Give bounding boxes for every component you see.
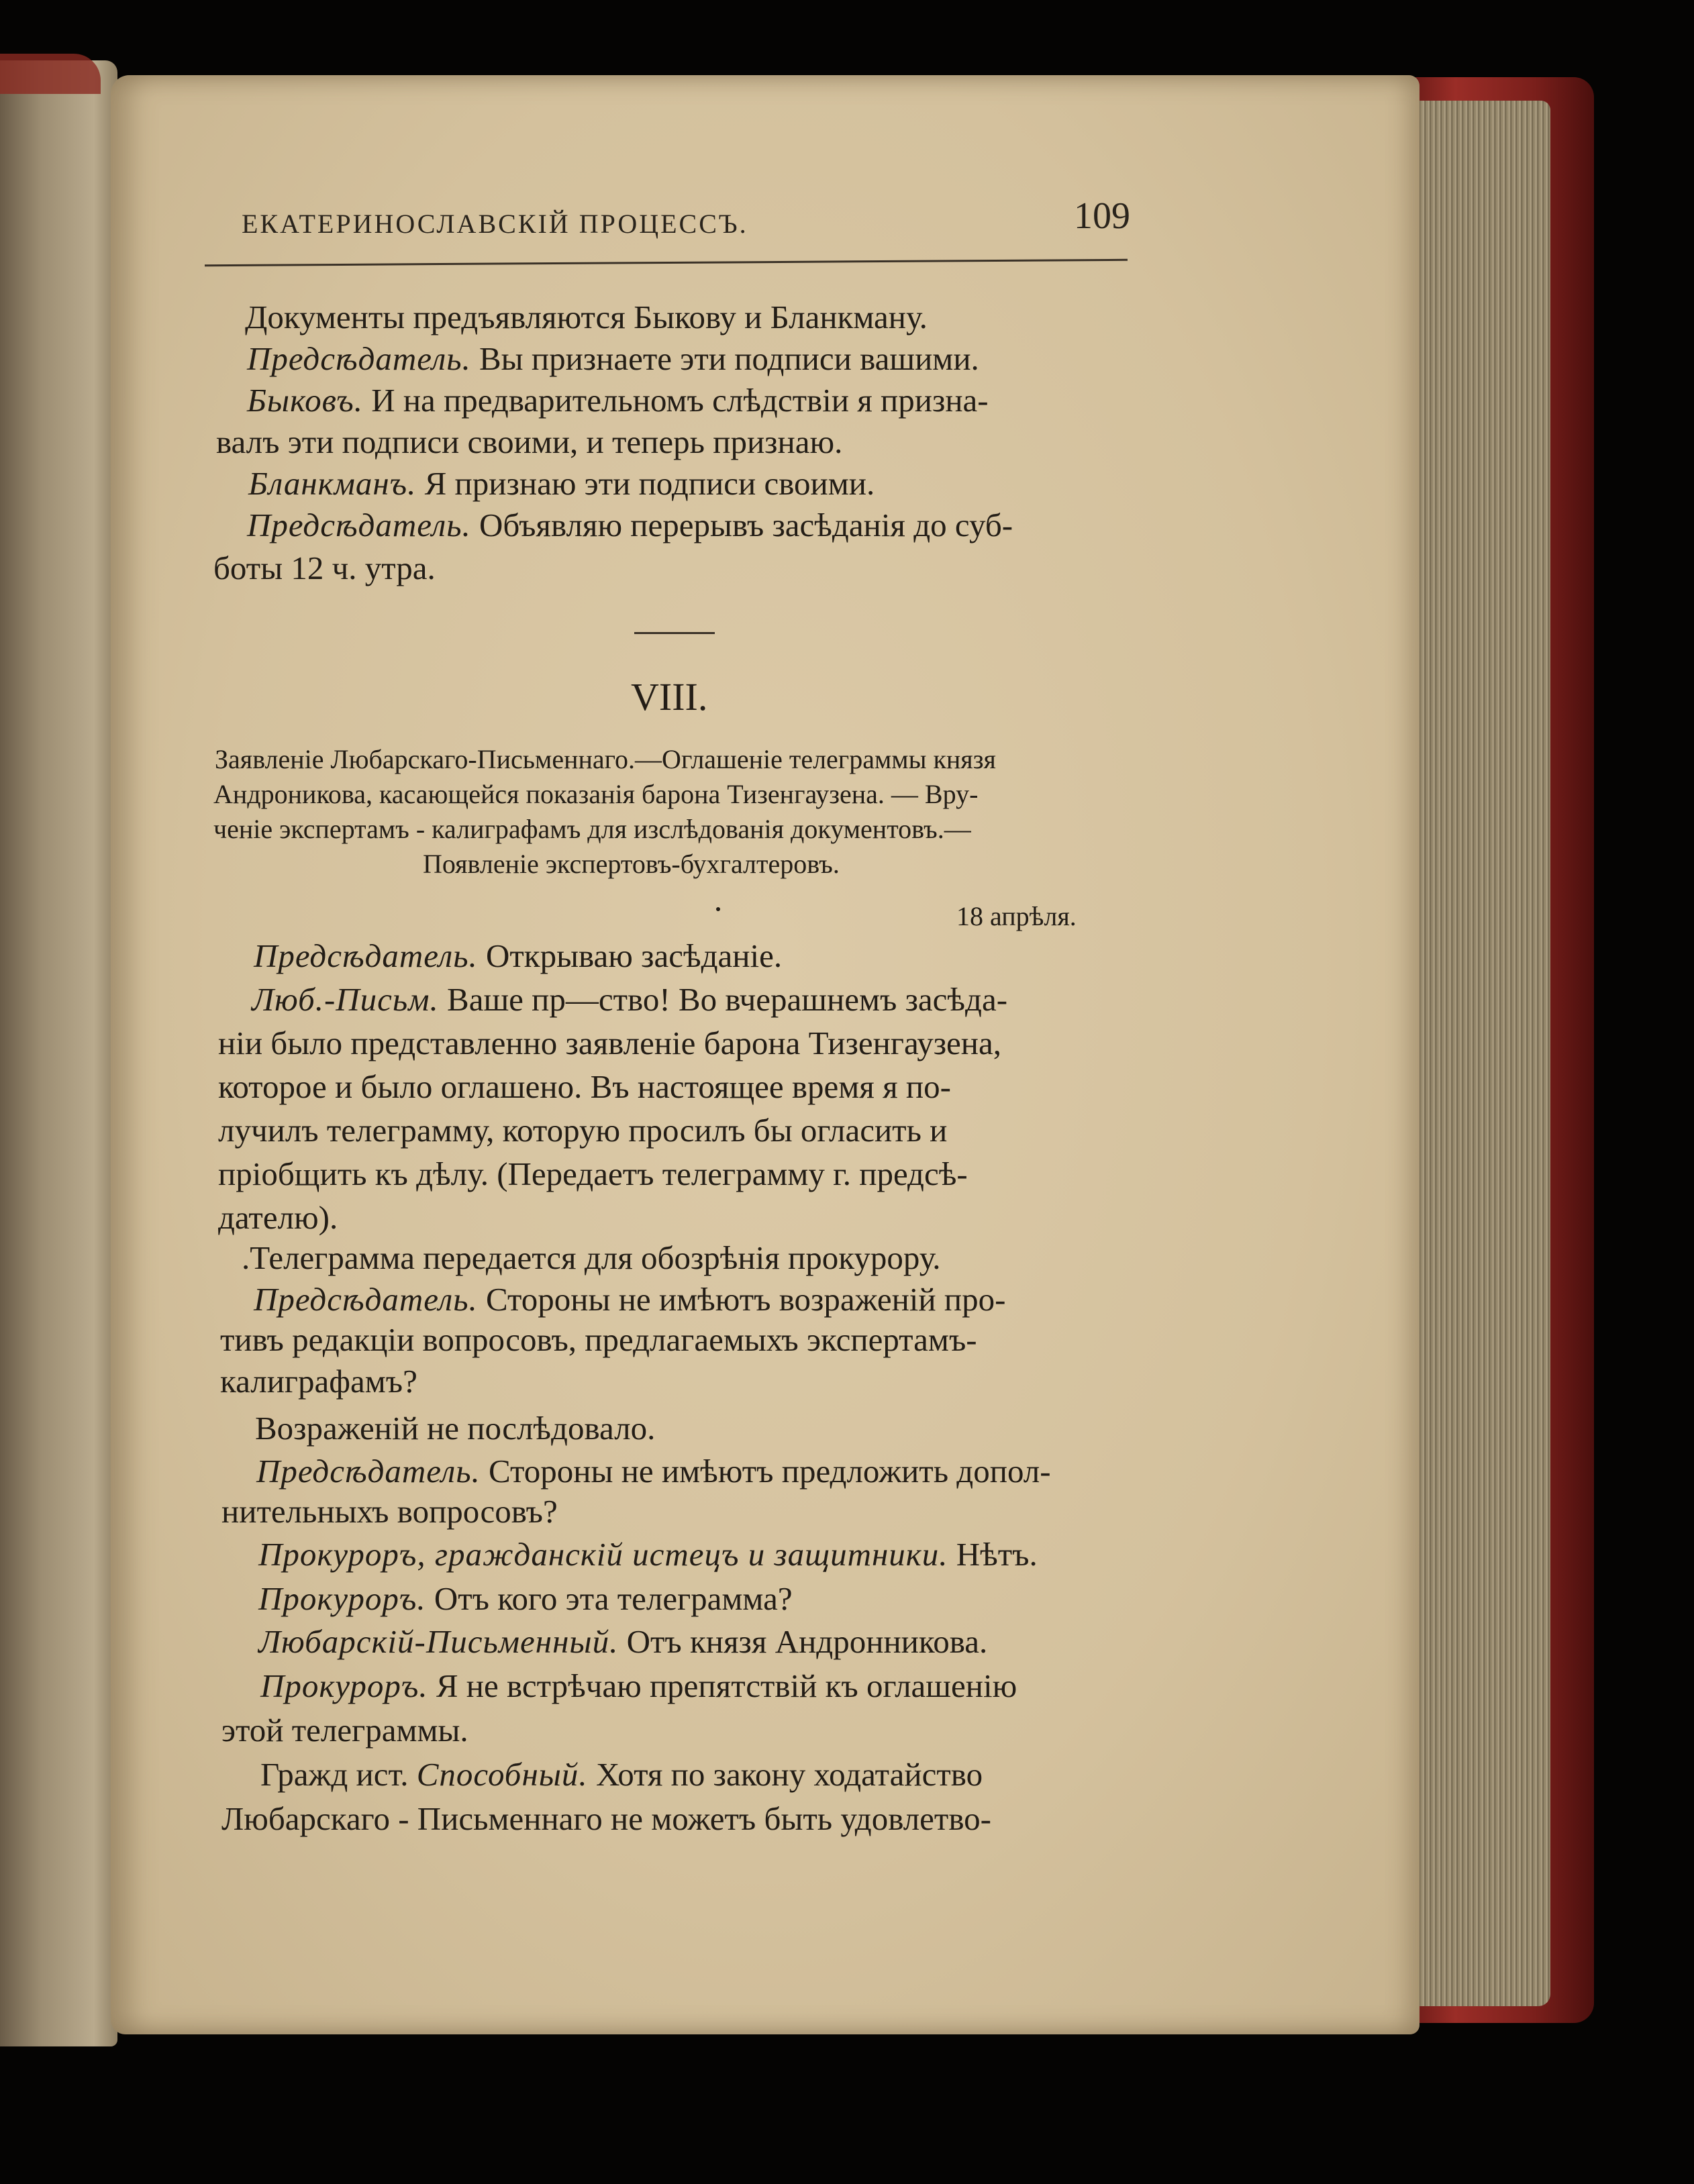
text-line: дателю). bbox=[218, 1199, 338, 1236]
text-line: пріобщить къ дѣлу. (Передаетъ телеграмму г. предсѣ- bbox=[218, 1155, 968, 1192]
text-line: Любарскій-Письменный. Отъ князя Андронникова. bbox=[258, 1623, 988, 1660]
summary-line: Появленіе экспертовъ-бухгалтеровъ. bbox=[423, 849, 840, 879]
text-line: ніи было представленно заявленіе барона Тизенгаузена, bbox=[218, 1025, 1002, 1061]
summary-line: Андроникова, касающейся показанія барона Тизенгаузена. — Вру- bbox=[213, 779, 979, 809]
text-line: Предсѣдатель. Стороны не имѣютъ предложить допол- bbox=[256, 1453, 1051, 1490]
text-line: которое и было оглашено. Въ настоящее время я по- bbox=[218, 1068, 951, 1105]
date: 18 апрѣля. bbox=[956, 901, 1077, 931]
text-line: Гражд ист. Способный. Хотя по закону ходатайство bbox=[260, 1756, 983, 1793]
section-number: VIII. bbox=[631, 675, 708, 719]
text-line: тивъ редакціи вопросовъ, предлагаемыхъ экспертамъ- bbox=[220, 1321, 977, 1358]
text-line: Документы предъявляются Быкову и Бланкману. bbox=[245, 299, 928, 335]
text-line: Быковъ. И на предварительномъ слѣдствіи я призна- bbox=[247, 382, 989, 419]
text-line: Прокуроръ, гражданскій истецъ и защитники. Нѣтъ. bbox=[258, 1536, 1038, 1573]
left-page bbox=[0, 60, 117, 2046]
text-line: Люб.-Письм. Ваше пр—ство! Во вчерашнемъ засѣда- bbox=[252, 981, 1008, 1018]
text-line: нительныхъ вопросовъ? bbox=[221, 1493, 558, 1530]
text-line: этой телеграммы. bbox=[221, 1712, 468, 1749]
running-title: ЕКАТЕРИНОСЛАВСКІЙ ПРОЦЕССЪ. bbox=[242, 209, 748, 239]
text-line: Прокуроръ. Отъ кого эта телеграмма? bbox=[258, 1580, 793, 1617]
summary-line: Заявленіе Любарскаго-Письменнаго.—Оглашеніе телеграммы князя bbox=[215, 744, 996, 774]
text-line: Бланкманъ. Я признаю эти подписи своими. bbox=[248, 465, 875, 502]
text-line: Предсѣдатель. Открываю засѣданіе. bbox=[254, 937, 783, 974]
text-line: Предсѣдатель. Стороны не имѣютъ возраженій про- bbox=[254, 1281, 1006, 1318]
text-line: Предсѣдатель. Объявляю перерывъ засѣданія до суб- bbox=[247, 507, 1013, 543]
text-line: боты 12 ч. утра. bbox=[213, 550, 436, 586]
text-line: калиграфамъ? bbox=[220, 1363, 417, 1400]
text-line: Прокуроръ. Я не встрѣчаю препятствій къ оглашенію bbox=[260, 1667, 1017, 1704]
text-line: .Телеграмма передается для обозрѣнія прокурору. bbox=[242, 1239, 941, 1276]
text-line: валъ эти подписи своими, и теперь признаю. bbox=[216, 423, 843, 460]
page-number: 109 bbox=[1074, 195, 1130, 237]
text-line: лучилъ телеграмму, которую просилъ бы огласить и bbox=[218, 1112, 948, 1149]
left-cover-edge bbox=[0, 54, 101, 94]
summary-line: ченіе экспертамъ - калиграфамъ для изслѣдованія документовъ.— bbox=[213, 814, 971, 844]
text-line: Предсѣдатель. Вы признаете эти подписи вашими. bbox=[247, 340, 979, 377]
stray-dot bbox=[716, 907, 720, 911]
text-line: Любарскаго - Письменнаго не можетъ быть удовлетво- bbox=[221, 1800, 991, 1837]
text-line: Возраженій не послѣдовало. bbox=[255, 1410, 656, 1447]
section-divider bbox=[634, 632, 715, 634]
